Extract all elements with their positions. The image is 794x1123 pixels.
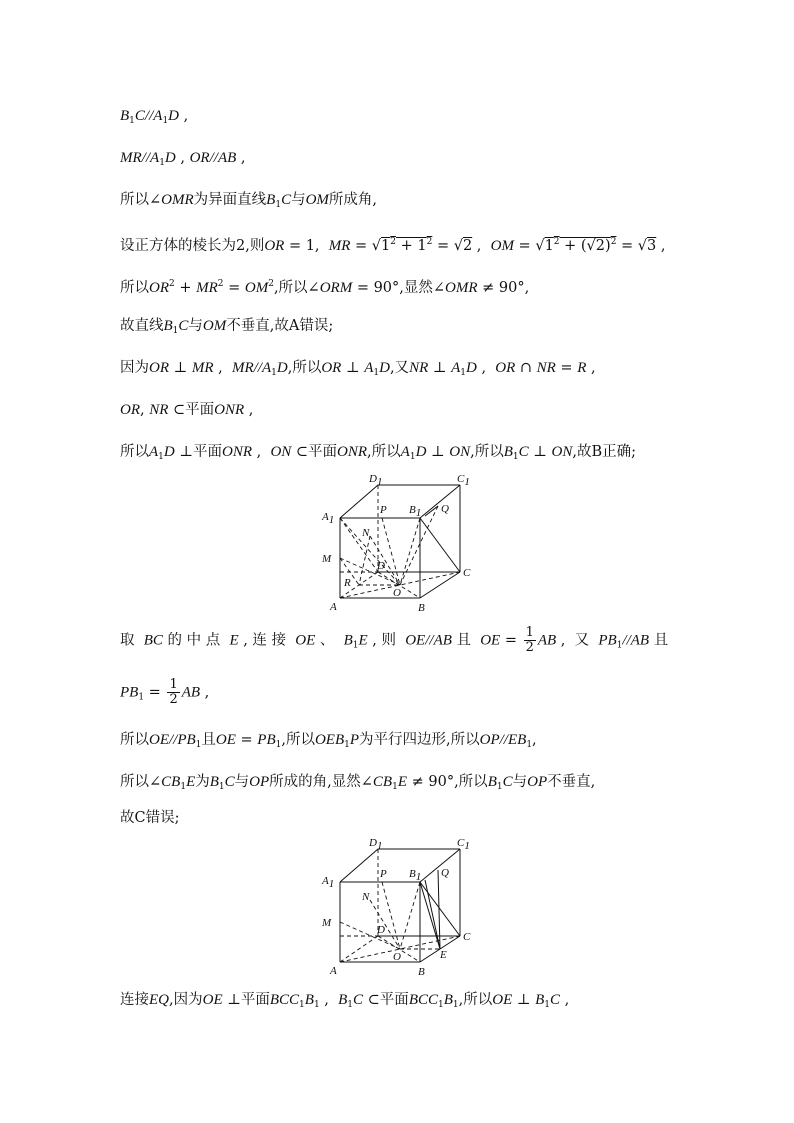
edge-b1c (420, 518, 460, 572)
label-d: D (377, 924, 385, 936)
label-o: O (393, 951, 401, 963)
text-line-11: $PB_1$ = $\frac{1}{2}$ AB , (120, 677, 210, 707)
label-p: P (380, 504, 387, 516)
label-p: P (380, 868, 387, 880)
label-b: B (418, 602, 425, 614)
text-line-5: 所以$OR^2 + MR^2 = OM^2$,所以∠ORM = 90°,显然∠OMR ≠ 90°, (120, 279, 530, 296)
line-no (370, 900, 400, 949)
label-n: N (362, 527, 370, 539)
line-po (382, 882, 400, 949)
text-line-12: 所以$OE//PB_1$且OE = $PB_1$,所以$OEB_1P$为平行四边形,所以$OP//EB_1$, (120, 732, 537, 750)
text-line-14: 故C错误; (120, 810, 180, 826)
line-po (382, 518, 400, 585)
label-a1: A1 (322, 875, 335, 890)
label-c1: C1 (457, 837, 470, 852)
text-line-15: 连接EQ,因为OE ⊥平面$BCC_1B_1$ , $B_1C$ ⊂平面$BCC_1B_1$,所以OE ⊥ $B_1C$ , (120, 992, 570, 1010)
text-line-7: 因为OR ⊥ MR , $MR//A_1D$,所以OR ⊥ $A_1D$,又NR ⊥ $A_1D$ , OR ∩ NR = R , (120, 360, 596, 378)
edge-b1q (425, 506, 438, 516)
text-line-4: 设正方体的棱长为2,则OR = 1, MR = $√1^2 + 1^2 = √2$ , OM = $√1^2 + (√2)^2 = √3$ , (120, 237, 666, 254)
cube-figure-1 (0, 468, 794, 618)
text-line-6: 故直线$B_1C$与OM不垂直,故A错误; (120, 318, 334, 336)
label-d1: D1 (369, 473, 383, 488)
label-e: E (440, 949, 447, 961)
edge-bc (420, 572, 460, 598)
edge-b1c1 (420, 849, 460, 882)
label-a1: A1 (322, 511, 335, 526)
edge-qe (438, 870, 440, 949)
line-a1o (340, 518, 400, 585)
label-m: M (322, 917, 332, 929)
text-line-1: $B_1C//A_1D$ , (120, 108, 189, 126)
text-line-8: OR, NR ⊂平面ONR , (120, 402, 254, 418)
label-a: A (330, 601, 337, 613)
label-c1: C1 (457, 473, 470, 488)
label-d1: D1 (369, 837, 383, 852)
label-q: Q (441, 503, 449, 515)
edge-a1d1 (340, 485, 378, 518)
label-n: N (362, 891, 370, 903)
label-q: Q (441, 867, 449, 879)
text-line-9: 所以$A_1D$ ⊥平面ONR , ON ⊂平面ONR,所以$A_1D$ ⊥ ON,所以$B_1C$ ⊥ ON,故B正确; (120, 444, 636, 462)
edge-b1c (420, 882, 460, 936)
label-r: R (344, 577, 351, 589)
edge-a1d1 (340, 849, 378, 882)
line-b1o (400, 518, 420, 585)
text-line-3: 所以∠OMR为异面直线$B_1C$与OM所成角, (120, 192, 378, 210)
label-c: C (463, 931, 471, 943)
label-b: B (418, 966, 425, 978)
label-m: M (322, 553, 332, 565)
cube-figure-2 (0, 832, 794, 982)
edge-b1e (420, 882, 440, 949)
text-line-13: 所以$\angle CB_1E$为$B_1C$与OP所成的角,显然$\angle CB_1E \ne 90^\circ$,所以$B_1C$与OP不垂直, (120, 774, 596, 792)
label-b1: B1 (409, 868, 422, 883)
label-a: A (330, 965, 337, 977)
text-line-10: 取 BC 的 中 点 E , 连 接 OE 、 $B_1E$ , 则 OE//AB 且 OE = $\frac{1}{2}$ AB , 又 $PB_1//AB$ 且 (120, 625, 669, 655)
label-o: O (393, 587, 401, 599)
line-b1o (400, 882, 420, 949)
label-d: D (377, 560, 385, 572)
line-no (370, 536, 400, 585)
line-nr (359, 536, 370, 585)
line-mo (340, 922, 400, 949)
line-a1d (340, 518, 378, 572)
label-b1: B1 (409, 504, 422, 519)
edge-b1e2 (425, 880, 440, 949)
edge-ad (340, 936, 378, 962)
label-c: C (463, 567, 471, 579)
text-line-2: $MR//A_1D$ , OR//AB , (120, 150, 246, 168)
edge-b1c1 (420, 485, 460, 518)
